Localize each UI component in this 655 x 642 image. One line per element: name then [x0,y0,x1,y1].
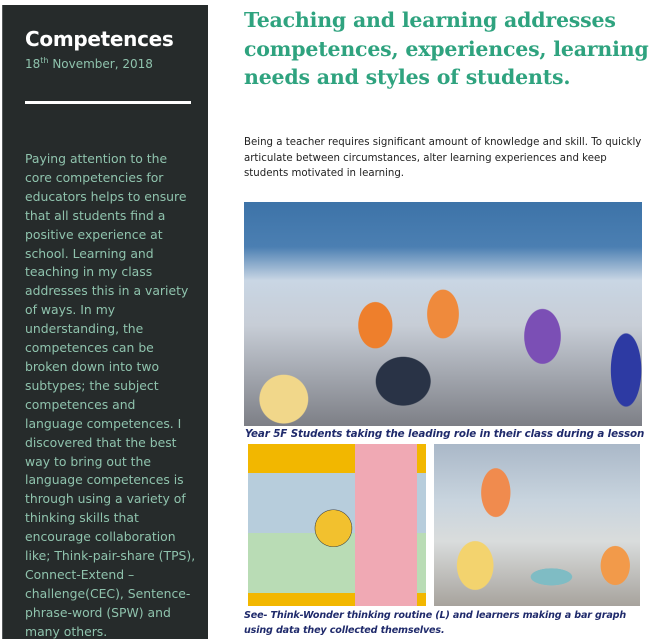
sidebar-title: Competences [25,27,174,51]
classroom-photo [244,202,642,426]
date-suffix: th [40,56,49,65]
date-rest: November, 2018 [48,57,153,71]
intro-paragraph: Being a teacher requires significant amount of knowledge and skill. To quickly articulate between circumstances, alter learning experiences and keep students motivated in learning. [244,137,642,179]
photo-caption-2: See- Think-Wonder thinking routine (L) and learners making a bar graph using data they collected themselves. [244,610,627,636]
photo-caption-1: Year 5F Students taking the leading role in their class during a lesson [245,428,645,440]
see-think-wonder-photo [248,444,426,606]
sidebar-date [25,57,153,71]
sidebar-body-text: Paying attention to the core competencies for educators helps to ensure that all students find a positive experience at school. Learning and teaching in my class addresses this in a variety of ways. In my understanding, the competences can be broken down into two subtypes; the subject competences and language competences. I discovered that the best way to bring out the language competences is through using a variety of thinking skills that encourage collaboration like; Think-pair-share (TPS), Connect-Extend – challenge(CEC), Sentence-phrase-word (SPW) and many others. [25,151,196,639]
date-day: 18 [25,57,41,71]
sidebar [2,5,208,639]
bar-graph-photo [434,444,640,606]
sidebar-divider [25,101,191,104]
page-title: Teaching and learning addresses competences, experiences, learning needs and styles of students. [244,8,649,89]
